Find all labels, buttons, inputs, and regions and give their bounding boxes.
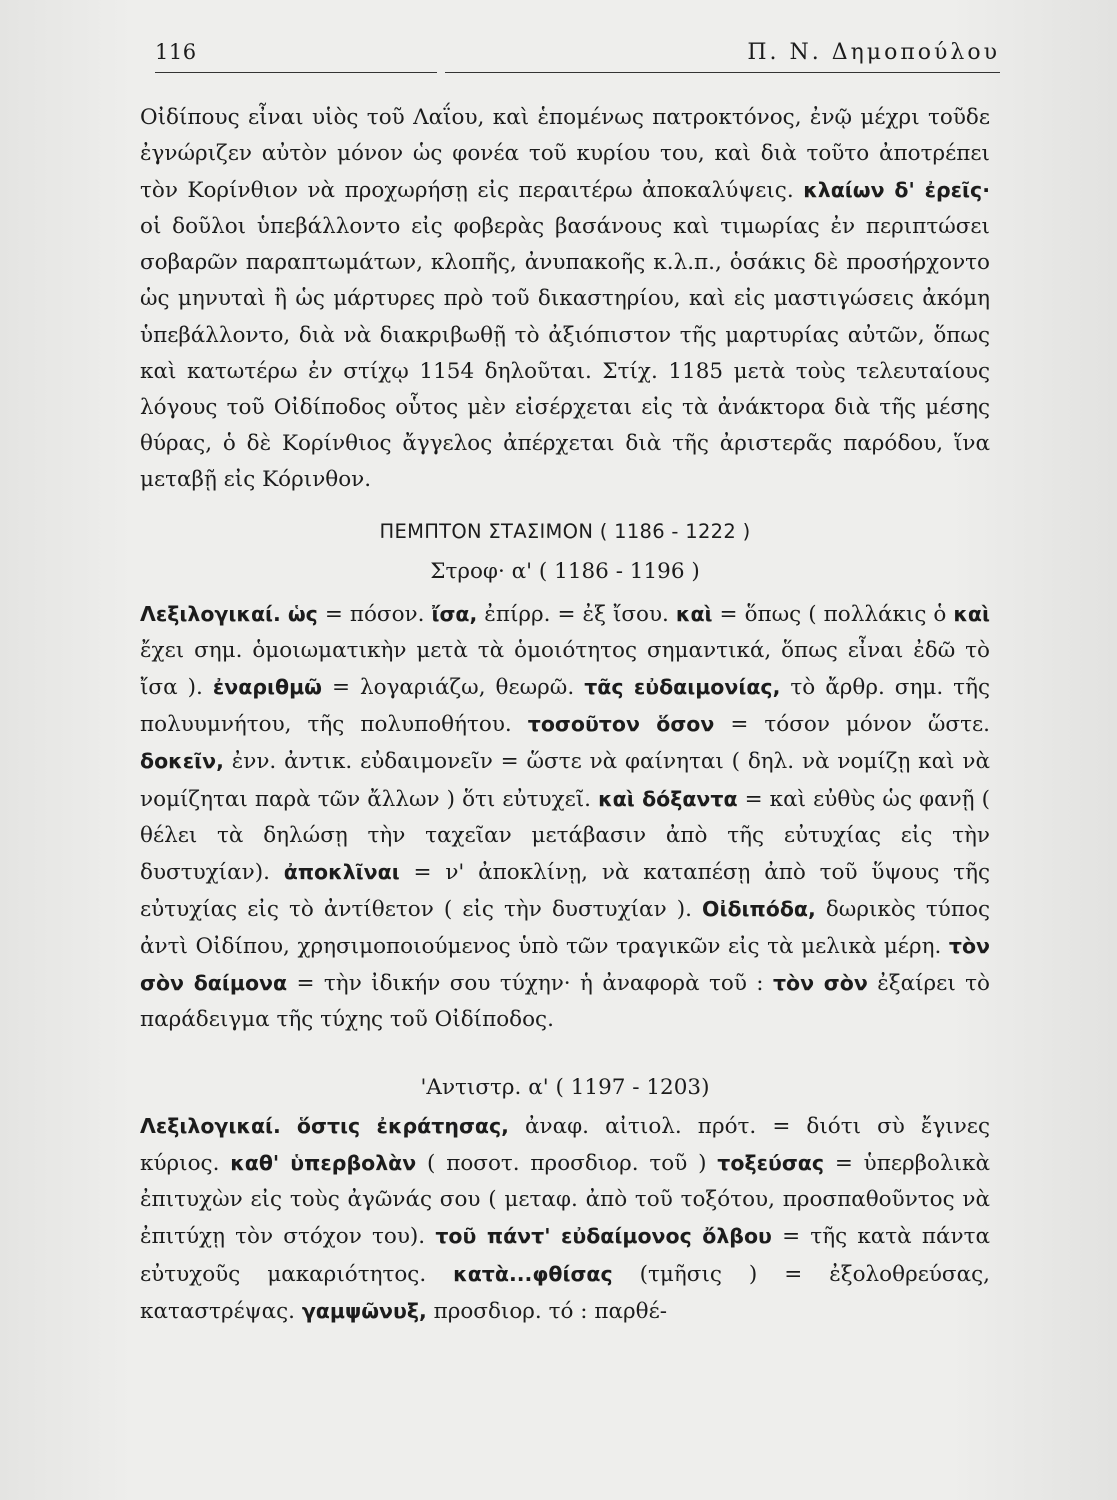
- text-run: (τμῆσις ) = ἐξολοθρεύσας, καταστρέψας.: [140, 1261, 990, 1324]
- lemma-term: ἐναριθμῶ: [212, 675, 322, 700]
- text-run: τὸ ἄρθρ. σημ. τῆς πολυυμνήτου, τῆς πολυποθήτου.: [140, 675, 990, 738]
- text-run: = πόσον.: [317, 602, 432, 628]
- text-run: = ν' ἀποκλίνῃ, νὰ καταπέσῃ ἀπὸ τοῦ ὕψους τῆς εὐτυχίας εἰς τὸ ἀντίθετον ( εἰς τὴν δυστυχίαν ).: [140, 859, 990, 922]
- lemma-term: καὶ: [675, 602, 713, 627]
- header-rule-left: [155, 72, 437, 73]
- antistrophe-heading: 'Αντιστρ. α' ( 1197 - 1203): [420, 1075, 710, 1101]
- lemma-term: ὅστις ἐκράτησας,: [296, 1114, 509, 1139]
- lemma-term: ἴσα,: [431, 602, 478, 627]
- lexicon-label: Λεξιλογικαί.: [140, 602, 281, 627]
- lemma-term: τοξεύσας: [717, 1151, 825, 1176]
- text-run: προσδιορ. τό : παρθέ-: [426, 1298, 667, 1324]
- text-run: ἐνν. ἀντικ. εὐδαιμονεῖν = ὥστε νὰ φαίνηται ( δηλ. νὰ νομίζῃ καὶ νὰ νομίζηται παρὰ τῶν ἄλλων ) ὅτι εὐτυχεῖ.: [140, 749, 990, 812]
- lemma-term: τοῦ πάντ' εὐδαίμονος ὄλβου: [435, 1224, 772, 1249]
- lemma-term: τᾶς εὐδαιμονίας,: [584, 675, 781, 700]
- lemma-term: ὡς: [287, 602, 318, 627]
- intro-paragraph: [140, 100, 990, 498]
- text-run: = τὴν ἰδικήν σου τύχην· ἡ ἀναφορὰ τοῦ :: [287, 970, 773, 996]
- section-title: ΠΕΜΠΤΟΝ ΣΤΑΣΙΜΟΝ ( 1186 - 1222 ): [379, 520, 751, 544]
- lemma-term: καὶ: [953, 602, 990, 627]
- lemma-term: Οἰδιπόδα,: [702, 896, 816, 921]
- lemma-term: κλαίων δ' ἐρεῖς·: [803, 178, 990, 203]
- text-run: Οἰδίπους εἶναι υἱὸς τοῦ Λαΐου, καὶ ἑπομένως πατροκτόνος, ἐνῷ μέχρι τοῦδε ἐγνώριζεν αὐτὸν μόνον ὡς φονέα τοῦ κυρίου του, καὶ διὰ τοῦτο ἀποτρέπει τὸν Κορίνθιον νὰ προχωρήσῃ εἰς περαιτέρω ἀποκαλύψεις.: [140, 105, 990, 204]
- text-run: = τόσον μόνον ὥστε.: [714, 712, 990, 738]
- text-run: = ὑπερβολικὰ ἐπιτυχὼν εἰς τοὺς ἀγῶνάς σου ( μεταφ. ἀπὸ τοῦ τοξότου, προσπαθοῦντος νὰ ἐπιτύχῃ τὸν στόχον του).: [140, 1151, 990, 1250]
- lemma-term: κατὰ...φθίσας: [453, 1261, 613, 1286]
- page-body: [140, 100, 990, 1330]
- page-number: 116: [155, 40, 197, 64]
- lemma-term: τὸν σὸν: [772, 970, 868, 995]
- header-rule-right: [445, 72, 1000, 73]
- lemma-term: γαμψῶνυξ,: [301, 1298, 427, 1323]
- text-run: = ὅπως ( πολλάκις ὁ: [712, 602, 954, 628]
- lemma-term: δοκεῖν,: [140, 749, 224, 774]
- text-run: = τῆς κατὰ πάντα εὐτυχοῦς μακαριότητος.: [140, 1224, 991, 1287]
- text-run: ἀναφ. αἰτιολ. πρότ. = διότι σὺ ἔγινες κύριος.: [140, 1114, 990, 1177]
- lemma-term: ἀποκλῖναι: [283, 859, 400, 884]
- lemma-term: καὶ δόξαντα: [598, 786, 738, 811]
- text-run: οἱ δοῦλοι ὑπεβάλλοντο εἰς φοβερὰς βασάνους καὶ τιμωρίας ἐν περιπτώσει σοβαρῶν παραπτωμάτων, κλοπῆς, ἀνυπακοῆς κ.λ.π., ὁσάκις δὲ προσήρχοντο ὡς μηνυταὶ ἢ ὡς μάρτυρες πρὸ τοῦ δικαστηρίου, καὶ εἰς μαστιγώσεις ἀκόμη ὑπεβάλλοντο, διὰ νὰ διακριβωθῇ τὸ ἀξιόπιστον τῆς μαρτυρίας αὐτῶν, ὅπως καὶ κατωτέρω ἐν στίχῳ 1154 δηλοῦται. Στίχ. 1185 μετὰ τοὺς τελευταίους λόγους τοῦ Οἰδίποδος οὗτος μὲν εἰσέρχεται εἰς τὰ ἀνάκτορα διὰ τῆς μέσης θύρας, ὁ δὲ Κορίνθιος ἄγγελος ἀπέρχεται διὰ τῆς ἀριστερᾶς παρόδου, ἵνα μεταβῇ εἰς Κόρινθον.: [140, 214, 990, 492]
- lemma-term: καθ' ὑπερβολὰν: [230, 1151, 417, 1176]
- strophe-paragraph: [140, 596, 990, 1038]
- antistrophe-paragraph: [140, 1108, 990, 1330]
- text-run: = λογαριάζω, θεωρῶ.: [321, 675, 585, 701]
- running-head-author: Π. Ν. Δημοπούλου: [747, 40, 1000, 65]
- text-run: = καὶ εὐθὺς ὡς φανῇ ( θέλει τὰ δηλώσῃ τὴν ταχεῖαν μετάβασιν ἀπὸ τῆς εὐτυχίας εἰς τὴν δυστυχίαν).: [140, 786, 990, 885]
- text-run: ἐξαίρει τὸ παράδειγμα τῆς τύχης τοῦ Οἰδίποδος.: [140, 970, 990, 1033]
- lemma-term: τὸν σὸν δαίμονα: [140, 933, 990, 995]
- strophe-heading: Στροφ· α' ( 1186 - 1196 ): [430, 559, 700, 585]
- text-run: ἐπίρρ. = ἐξ ἴσου.: [477, 602, 676, 628]
- text-run: ( ποσοτ. προσδιορ. τοῦ ): [416, 1151, 718, 1177]
- lexicon-label: Λεξιλογικαί.: [140, 1114, 281, 1139]
- lemma-term: τοσοῦτον ὅσον: [527, 712, 715, 737]
- text-run: ἔχει σημ. ὁμοιωματικὴν μετὰ τὰ ὁμοιότητος σημαντικά, ὅπως εἶναι ἐδῶ τὸ ἴσα ).: [140, 638, 990, 701]
- page-header: [155, 36, 1000, 78]
- text-run: δωρικὸς τύπος ἀντὶ Οἰδίπου, χρησιμοποιούμενος ὑπὸ τῶν τραγικῶν εἰς τὰ μελικὰ μέρη.: [140, 896, 990, 959]
